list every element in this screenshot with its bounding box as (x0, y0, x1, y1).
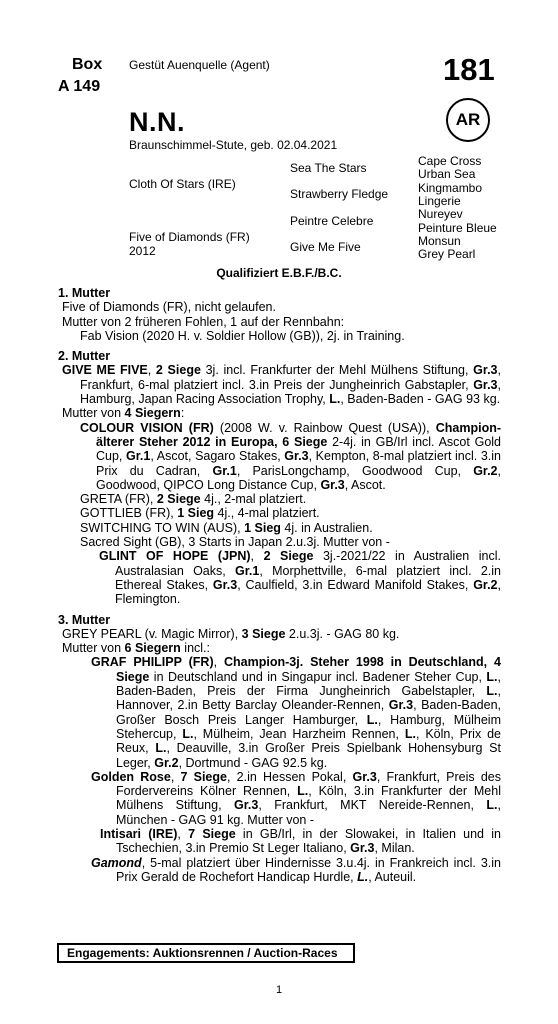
pedigree-gen3: Grey Pearl (418, 247, 476, 261)
pedigree-dam-year: 2012 (129, 244, 156, 258)
first-dam-line: Five of Diamonds (FR), nicht gelaufen. (62, 300, 276, 315)
horse-name: N.N. (129, 107, 185, 137)
box-number: A 149 (58, 78, 101, 95)
third-dam-entry: GRAF PHILIPP (FR), Champion-3j. Steher 1998 in Deutschland, 4 Siege in Deutschland und in Singapur incl. Badener Steher Cup, L., Baden-Baden, Preis der Firma Jungheinrich Gabelstapler, L., Hannover, 2.in Betty Barclay Oleander-Rennen, Gr.3, Baden-Baden, Großer Bosch Preis Langer Hamburger, L., Hamburg, Mülheim Stehercup, L., Mülheim, Jean Harzheim Rennen, L., Köln, Prix de Reux, L., Deauville, 3.in Großer Preis Spielbank Hohensyburg St Leger, Gr.2, Dortmund - GAG 92.5 kg. (91, 655, 501, 770)
pedigree-gen3: Lingerie (418, 194, 461, 208)
horse-description: Braunschimmel-Stute, geb. 02.04.2021 (129, 138, 338, 152)
second-dam-entry: GIVE ME FIVE, 2 Siege 3j. incl. Frankfurter der Mehl Mülhens Stiftung, Gr.3, Frankfurt, 6-mal platziert incl. 3.in Preis der Jungheinrich Gabstapler, Gr.3, Hamburg, Japan Racing Association Trophy, L., Baden-Baden - GAG 93 kg. (62, 363, 501, 407)
third-dam-entry: Intisari (IRE), 7 Siege in GB/Irl, in der Slowakei, in Italien und in Tschechien, 3.in Premio St Leger Italiano, Gr.3, Milan. (100, 826, 501, 856)
pedigree-gen3: Urban Sea (418, 167, 476, 181)
pedigree-gen2: Give Me Five (290, 240, 361, 254)
second-dam-entry: GLINT OF HOPE (JPN), 2 Siege 3j.-2021/22 in Australien incl. Australasian Oaks, Gr.1, Morphettville, 6-mal platziert incl. 2.in Ethereal Stakes, Gr.3, Caulfield, 3.in Edward Manifold Stakes, Gr.2, Flemington. (99, 549, 501, 607)
qualification: Qualifiziert E.B.F./B.C. (216, 266, 342, 280)
third-dam-line: Mutter von 6 Siegern incl.: (62, 641, 210, 656)
pedigree-dam: Five of Diamonds (FR) (129, 230, 250, 244)
second-dam-entry: SWITCHING TO WIN (AUS), 1 Sieg 4j. in Australien. (80, 520, 373, 535)
third-dam-line: GREY PEARL (v. Magic Mirror), 3 Siege 2.u.3j. - GAG 80 kg. (62, 626, 400, 641)
pedigree-gen3: Kingmambo (418, 181, 483, 195)
pedigree-gen2: Peintre Celebre (290, 214, 374, 228)
second-dam-entry: COLOUR VISION (FR) (2008 W. v. Rainbow Quest (USA)), Champion-älterer Steher 2012 in Europa, 6 Siege 2-4j. in GB/Irl incl. Ascot Gold Cup, Gr.1, Ascot, Sagaro Stakes, Gr.3, Kempton, 8-mal platziert incl. 3.in Prix du Cadran, Gr.1, ParisLongchamp, Goodwood Cup, Gr.2, Goodwood, QIPCO Long Distance Cup, Gr.3, Ascot. (80, 420, 502, 492)
catalogue-text (58, 286, 501, 884)
page-number: 1 (275, 984, 283, 996)
pedigree-gen3: Monsun (418, 234, 461, 248)
third-dam-heading: 3. Mutter (58, 612, 111, 627)
first-dam-heading: 1. Mutter (58, 286, 111, 300)
third-dam-entry: Gamond, 5-mal platziert über Hindernisse 3.u.4j. in Frankreich incl. 3.in Prix Gerald de Rochefort Handicap Hurdle, L., Auteuil. (91, 855, 501, 884)
pedigree-gen2: Strawberry Fledge (290, 187, 389, 201)
second-dam-entry: Sacred Sight (GB), 3 Starts in Japan 2.u.3j. Mutter von - (80, 535, 390, 550)
box-label: Box (72, 56, 103, 73)
pedigree-sire: Cloth Of Stars (IRE) (129, 177, 236, 191)
second-dam-heading: 2. Mutter (58, 349, 111, 364)
second-dam-entry: GOTTLIEB (FR), 1 Sieg 4j., 4-mal platziert. (80, 506, 320, 521)
ar-badge: AR (446, 98, 490, 142)
engagements-box: Engagements: Auktionsrennen / Auction-Races (57, 943, 355, 963)
pedigree-gen3: Cape Cross (418, 154, 482, 168)
first-dam-line: Mutter von 2 früheren Fohlen, 1 auf der Rennbahn: (62, 314, 345, 329)
third-dam-entry: Golden Rose, 7 Siege, 2.in Hessen Pokal, Gr.3, Frankfurt, Preis des Fordervereins Kölner Rennen, L., Köln, 3.in Frankfurter der Mehl Mülhens Stiftung, Gr.3, Frankfurt, MKT Nereide-Rennen, L., München - GAG 91 kg. Mutter von - (91, 769, 501, 827)
pedigree-gen3: Peinture Bleue (418, 221, 497, 235)
first-dam-line: Fab Vision (2020 H. v. Soldier Hollow (GB)), 2j. in Training. (80, 328, 405, 343)
lot-number: 181 (443, 52, 495, 87)
agent: Gestüt Auenquelle (Agent) (129, 58, 270, 72)
pedigree-gen2: Sea The Stars (290, 161, 367, 175)
second-dam-entry: GRETA (FR), 2 Siege 4j., 2-mal platziert. (80, 492, 307, 507)
second-dam-line: Mutter von 4 Siegern: (62, 406, 185, 421)
pedigree-gen3: Nureyev (418, 207, 463, 221)
